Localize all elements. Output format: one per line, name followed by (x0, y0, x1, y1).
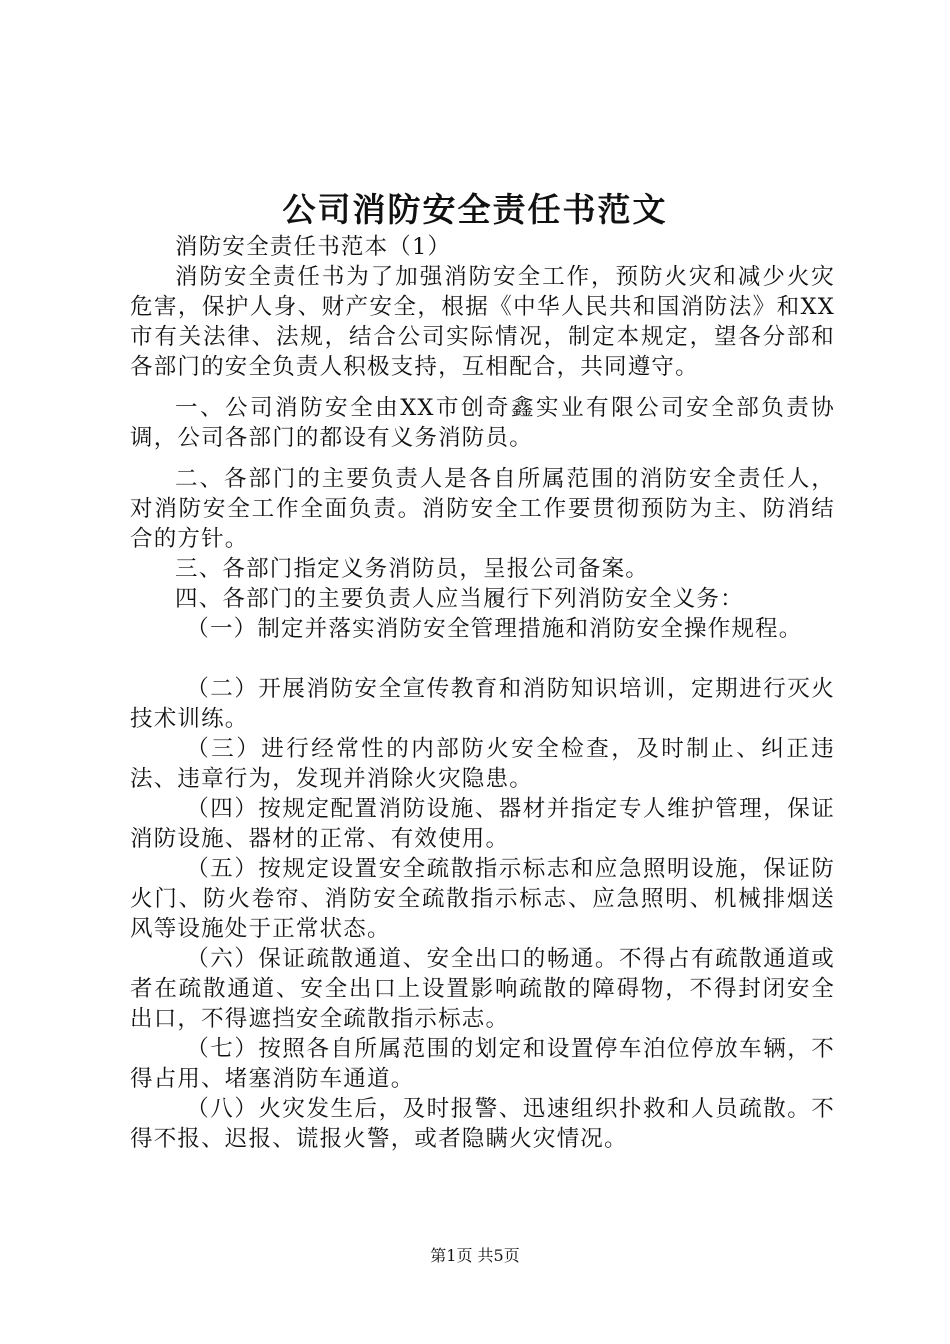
clause-2-paragraph: 二、各部门的主要负责人是各自所属范围的消防安全责任人，对消防安全工作全面负责。消防安全工作要贯彻预防为主、防消结合的方针。 (130, 466, 835, 552)
clause-4-paragraph: 四、各部门的主要负责人应当履行下列消防安全义务： (175, 586, 744, 612)
blank-line (130, 644, 835, 674)
duty-item-7: （七）按照各自所属范围的划定和设置停车泊位停放车辆，不得占用、堵塞消防车通道。 (130, 1036, 835, 1092)
clause-3-paragraph: 三、各部门指定义务消防员，呈报公司备案。 (175, 556, 650, 582)
duty-item-3: （三）进行经常性的内部防火安全检查，及时制止、纠正违法、违章行为，发现并消除火灾隐患。 (130, 736, 835, 792)
duty-item-1: （一）制定并落实消防安全管理措施和消防安全操作规程。 (186, 616, 803, 642)
page-number: 第1页 共5页 (430, 1246, 520, 1265)
subtitle-paragraph: 消防安全责任书范本（1） (175, 234, 452, 260)
clause-1-paragraph: 一、公司消防安全由XX市创奇鑫实业有限公司安全部负责协调，公司各部门的都设有义务消防员。 (130, 395, 835, 451)
duty-item-6: （六）保证疏散通道、安全出口的畅通。不得占有疏散通道或者在疏散通道、安全出口上设置影响疏散的障碍物，不得封闭安全出口，不得遮挡安全疏散指示标志。 (130, 946, 835, 1032)
document-body (130, 232, 835, 1154)
page-title: 公司消防安全责任书范文 (282, 190, 668, 229)
duty-item-5: （五）按规定设置安全疏散指示标志和应急照明设施，保证防火门、防火卷帘、消防安全疏散指示标志、应急照明、机械排烟送风等设施处于正常状态。 (130, 856, 835, 942)
duty-item-8: （八）火灾发生后，及时报警、迅速组织扑救和人员疏散。不得不报、迟报、谎报火警，或者隐瞒火灾情况。 (130, 1096, 835, 1152)
intro-paragraph: 消防安全责任书为了加强消防安全工作，预防火灾和减少火灾危害，保护人身、财产安全，根据《中华人民共和国消防法》和XX市有关法律、法规，结合公司实际情况，制定本规定，望各分部和各部门的安全负责人积极支持，互相配合，共同遵守。 (130, 264, 835, 380)
duty-item-2: （二）开展消防安全宣传教育和消防知识培训，定期进行灭火技术训练。 (130, 676, 835, 732)
duty-item-4: （四）按规定配置消防设施、器材并指定专人维护管理，保证消防设施、器材的正常、有效使用。 (130, 796, 835, 852)
